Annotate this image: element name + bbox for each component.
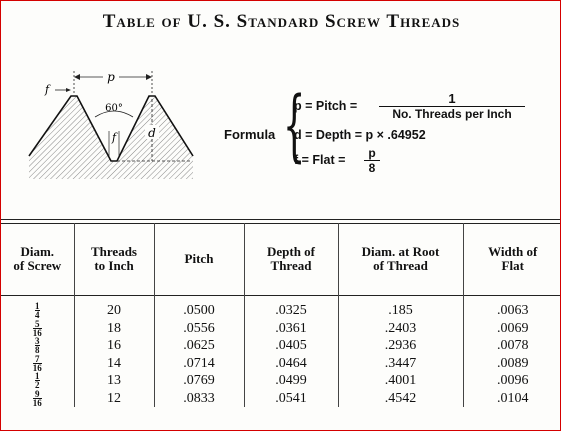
flat-cell: .0063 (463, 296, 561, 320)
table-row (1, 355, 561, 373)
pitch-label: p (107, 70, 115, 84)
root-cell: .3447 (338, 355, 463, 373)
pitch-fraction (379, 92, 525, 122)
root-flat-label: f (111, 131, 117, 144)
pitch-cell: .0714 (154, 355, 244, 373)
page-title: Table of U. S. Standard Screw Threads (102, 11, 461, 32)
table-row (1, 337, 561, 355)
pitch-numerator: 1 (448, 91, 456, 106)
depth-label: d (148, 126, 156, 140)
table-header-row (1, 223, 561, 296)
flat-denominator: 8 (364, 160, 380, 175)
threads-cell: 16 (74, 337, 154, 355)
depth-formula: d = Depth = p × .64952 (294, 128, 426, 142)
root-cell: .2936 (338, 337, 463, 355)
pitch-cell: .0833 (154, 390, 244, 408)
flat-label: f (44, 83, 50, 96)
pitch-cell: .0500 (154, 296, 244, 320)
flat-cell: .0069 (463, 320, 561, 338)
diam-cell: $\frac{7}{16}$ (32, 353, 42, 373)
formula-label: Formula (224, 127, 276, 142)
pitch-formula-lhs: p = Pitch = (294, 99, 358, 113)
root-cell: .185 (338, 296, 463, 320)
header-diam: Diam. of Screw (13, 244, 62, 273)
diam-cell: $\frac{5}{16}$ (32, 318, 42, 338)
flat-fraction (364, 147, 380, 175)
flat-cell: .0089 (463, 355, 561, 373)
depth-cell: .0464 (244, 355, 338, 373)
pitch-cell: .0625 (154, 337, 244, 355)
depth-cell: .0361 (244, 320, 338, 338)
table-row (1, 320, 561, 338)
diam-cell: $\frac{1}{2}$ (35, 371, 40, 391)
flat-cell: .0104 (463, 390, 561, 408)
root-cell: .4001 (338, 372, 463, 390)
flat-cell: .0096 (463, 372, 561, 390)
diam-cell: $\frac{3}{8}$ (35, 336, 40, 356)
threads-cell: 13 (74, 372, 154, 390)
pitch-denominator: No. Threads per Inch (379, 106, 525, 122)
header-depth: Depth of Thread (244, 223, 338, 296)
table-row (1, 296, 561, 320)
pitch-cell: .0769 (154, 372, 244, 390)
depth-cell: .0325 (244, 296, 338, 320)
table-top-rule (1, 219, 561, 220)
diam-cell: $\frac{9}{16}$ (32, 388, 42, 408)
table-row (1, 372, 561, 390)
screw-thread-table (1, 223, 561, 407)
flat-numerator: p (368, 146, 376, 160)
depth-cell: .0405 (244, 337, 338, 355)
threads-cell: 18 (74, 320, 154, 338)
formula-brace: { (283, 81, 306, 171)
pitch-cell: .0556 (154, 320, 244, 338)
header-root-diam: Diam. at Root of Thread (338, 223, 463, 296)
root-cell: .4542 (338, 390, 463, 408)
table-row (1, 390, 561, 408)
header-threads: Threads to Inch (74, 223, 154, 296)
flat-cell: .0078 (463, 337, 561, 355)
threads-cell: 20 (74, 296, 154, 320)
depth-cell: .0499 (244, 372, 338, 390)
angle-label: 60° (105, 103, 123, 114)
depth-cell: .0541 (244, 390, 338, 408)
thread-profile-diagram (21, 61, 216, 186)
threads-cell: 12 (74, 390, 154, 408)
root-cell: .2403 (338, 320, 463, 338)
flat-formula-lhs: f = Flat = (294, 153, 346, 167)
diam-cell: $\frac{1}{4}$ (35, 301, 40, 321)
header-pitch: Pitch (154, 223, 244, 296)
header-flat-width: Width of Flat (463, 223, 561, 296)
threads-cell: 14 (74, 355, 154, 373)
